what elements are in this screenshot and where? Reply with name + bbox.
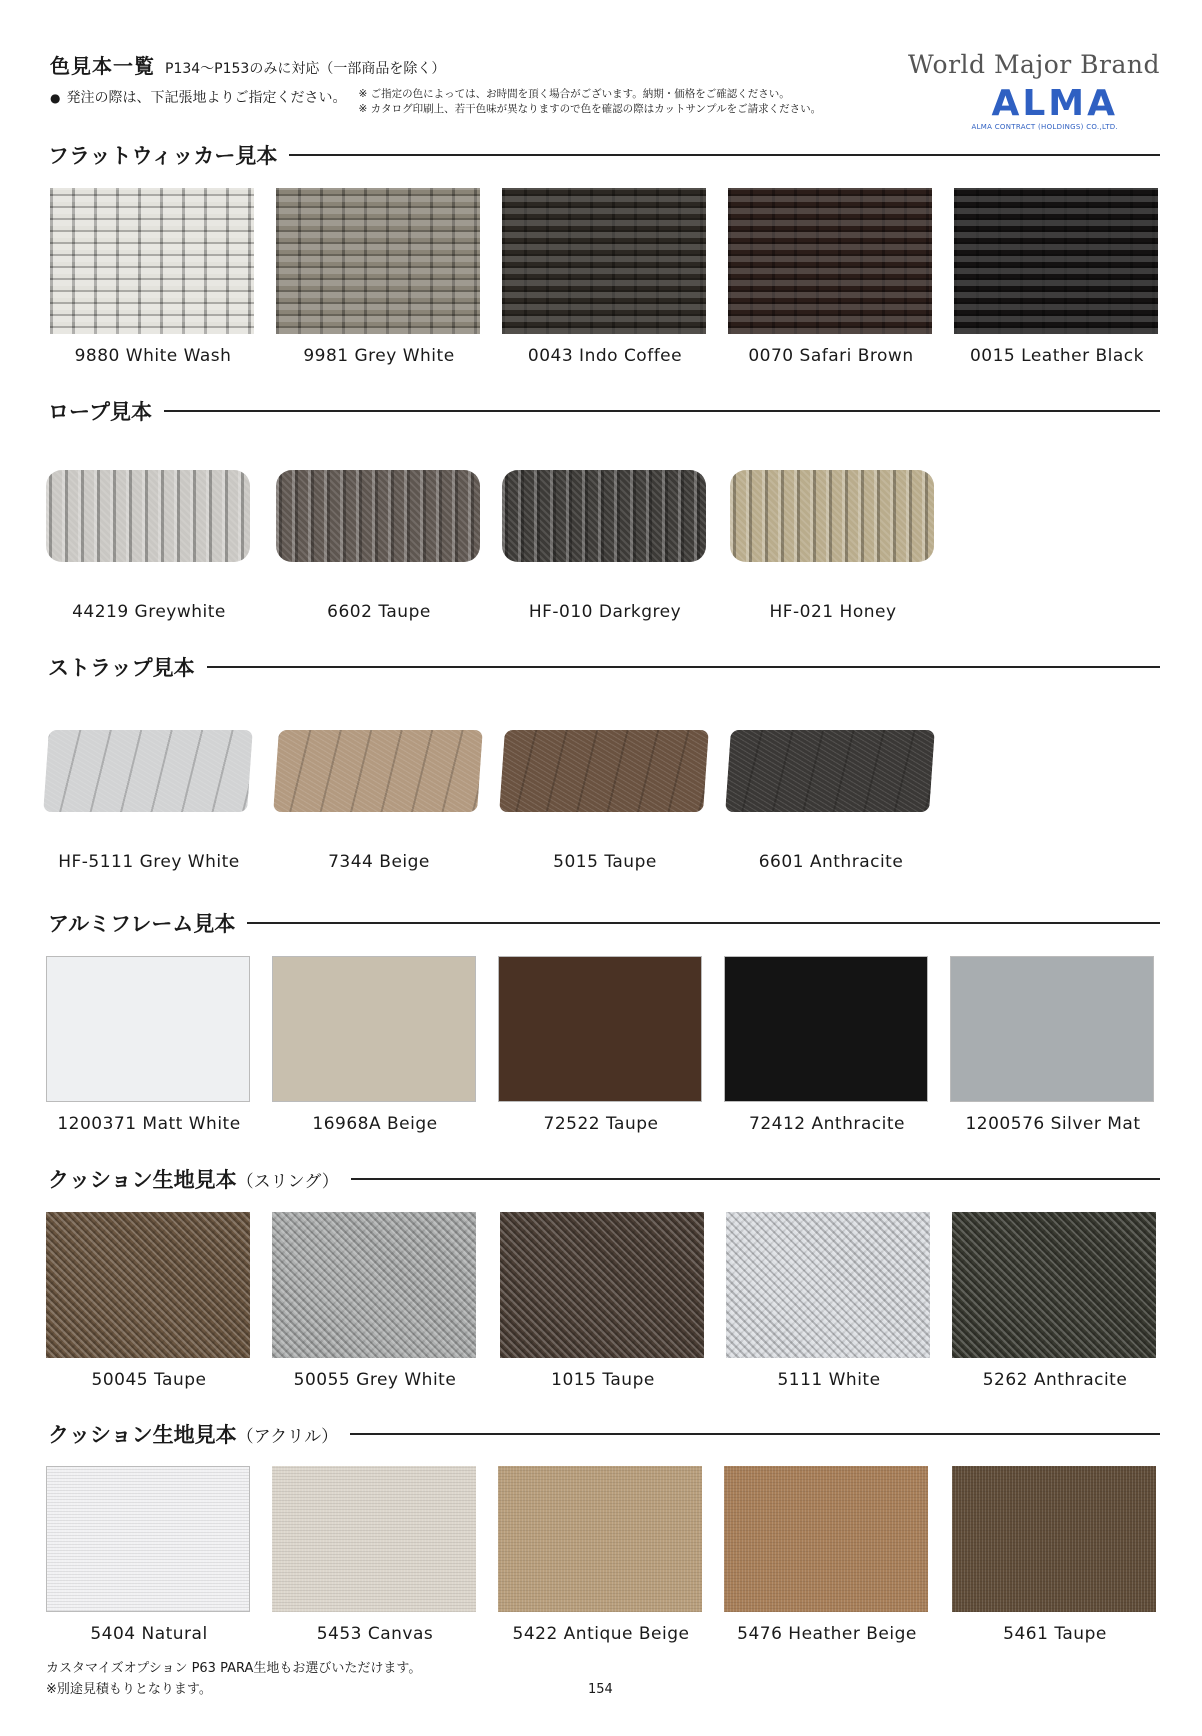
fabric-swatch [500,1212,704,1358]
swatch-item [728,188,934,366]
cushion-sling-row [44,1212,1164,1412]
section-divider [289,154,1160,156]
wicker-swatch [728,188,932,334]
swatch-item [50,188,256,366]
swatch-label: 5404 Natural [90,1624,208,1644]
swatch-label: 5461 Taupe [1003,1624,1107,1644]
swatch-item [726,1212,932,1390]
strap-swatch [725,730,935,812]
section-title-text: ストラップ見本 [48,656,195,680]
fabric-swatch [46,1466,250,1612]
swatch-item [46,956,252,1134]
swatch-label: 5422 Antique Beige [512,1624,690,1644]
section-title-text: クッション生地見本 [48,1168,237,1192]
strap-swatch [273,730,483,812]
cushion-acrylic-row [44,1466,1164,1666]
swatch-label: 7344 Beige [328,852,430,872]
rope-swatch [46,470,250,562]
section-header-rope [48,396,1160,426]
instruction-text: 発注の際は、下記張地よりご指定ください。 [66,90,347,106]
swatch-item [950,956,1156,1134]
swatch-item [728,696,934,872]
fabric-swatch [498,1466,702,1612]
swatch-label: 50055 Grey White [293,1370,457,1390]
section-title-text: フラットウィッカー見本 [48,144,278,168]
swatch-item [498,1466,704,1644]
section-divider [350,1433,1160,1435]
swatch-item [276,188,482,366]
section-title [48,652,207,682]
footer-line-2: ※別途見積もりとなります。 [46,1682,212,1697]
frame-swatch [272,956,476,1102]
wicker-swatch [502,188,706,334]
rope-row [44,440,1164,640]
swatch-item [46,696,252,872]
swatch-item [500,1212,706,1390]
page-number: 154 [588,1682,613,1697]
rope-swatch [276,470,480,562]
swatch-label: HF-5111 Grey White [58,852,240,872]
note-1: ※ ご指定の色によっては、お時間を頂く場合がございます。納期・価格をご確認ください。 [358,88,790,100]
fabric-swatch [272,1466,476,1612]
swatch-label: 1015 Taupe [551,1370,655,1390]
notes [358,87,821,117]
page-header [50,50,1160,135]
frame-swatch [498,956,702,1102]
swatch-item [502,440,708,622]
section-title [48,140,289,170]
section-divider [164,410,1160,412]
section-title [48,396,164,426]
swatch-item [724,956,930,1134]
rope-swatch [730,470,934,562]
page-subtitle: P134～P153のみに対応（一部商品を除く） [165,61,446,77]
swatch-item [954,188,1160,366]
swatch-label: 0043 Indo Coffee [527,346,683,366]
fabric-swatch [46,1212,250,1358]
swatch-item [272,1466,478,1644]
swatch-label: HF-021 Honey [769,602,897,622]
swatch-label: 0015 Leather Black [969,346,1144,366]
brand-company: ALMA CONTRACT (HOLDINGS) CO.,LTD. [971,123,1118,131]
swatch-label: 72412 Anthracite [749,1114,905,1134]
footer-notes [46,1658,421,1700]
swatch-item [498,956,704,1134]
wicker-swatch [954,188,1158,334]
swatch-label: 5476 Heather Beige [737,1624,917,1644]
swatch-label: 9981 Grey White [303,346,455,366]
swatch-label: 16968A Beige [312,1114,438,1134]
section-divider [351,1178,1160,1180]
swatch-label: 1200576 Silver Mat [965,1114,1141,1134]
swatch-label: 50045 Taupe [91,1370,207,1390]
swatch-item [952,1212,1158,1390]
section-title-text: クッション生地見本 [48,1423,237,1447]
section-header-strap [48,652,1160,682]
fabric-swatch [952,1466,1156,1612]
section-title-suffix: （アクリル） [236,1427,339,1447]
fabric-swatch [726,1212,930,1358]
section-divider [207,666,1160,668]
swatch-label: 44219 Greywhite [72,602,226,622]
swatch-label: 6602 Taupe [327,602,431,622]
strap-swatch [499,730,709,812]
swatch-item [276,696,482,872]
note-2: ※ カタログ印刷上、若干色味が異なりますので色を確認の際はカットサンプルをご請求ください。 [358,103,822,115]
section-header-flat-wicker [48,140,1160,170]
swatch-item [730,440,936,622]
swatch-label: 5015 Taupe [553,852,657,872]
frame-swatch [724,956,928,1102]
section-divider [247,922,1160,924]
instruction [50,87,346,107]
aluminum-frame-row [44,956,1164,1156]
swatch-label: HF-010 Darkgrey [528,602,682,622]
swatch-item [46,1466,252,1644]
swatch-item [46,1212,252,1390]
swatch-item [724,1466,930,1644]
swatch-label: 0070 Safari Brown [748,346,914,366]
fabric-swatch [272,1212,476,1358]
swatch-item [952,1466,1158,1644]
page-title: 色見本一覧 [50,54,155,78]
swatch-label: 5453 Canvas [316,1624,434,1644]
section-title [48,1419,350,1449]
swatch-label: 72522 Taupe [543,1114,659,1134]
frame-swatch [46,956,250,1102]
frame-swatch [950,956,1154,1102]
wicker-swatch [276,188,480,334]
flat-wicker-row [44,188,1164,388]
swatch-item [502,188,708,366]
footer-line-1: カスタマイズオプション P63 PARA生地もお選びいただけます。 [46,1661,422,1676]
section-header-cushion-acrylic [48,1419,1160,1449]
section-header-aluminum-frame [48,908,1160,938]
alma-logo: ALMA [991,83,1118,124]
brand-block [908,50,1160,131]
section-title-text: アルミフレーム見本 [48,912,236,936]
swatch-item [272,1212,478,1390]
swatch-item [272,956,478,1134]
fabric-swatch [952,1212,1156,1358]
fabric-swatch [724,1466,928,1612]
bullet-icon: ● [50,91,61,105]
section-header-cushion-sling [48,1164,1160,1194]
strap-swatch [43,730,253,812]
section-title-text: ロープ見本 [48,400,152,424]
section-title [48,908,247,938]
swatch-label: 5111 White [777,1370,881,1390]
swatch-label: 5262 Anthracite [982,1370,1128,1390]
swatch-item [276,440,482,622]
swatch-item [46,440,252,622]
section-title [48,1164,351,1194]
section-title-suffix: （スリング） [236,1172,339,1192]
swatch-label: 9880 White Wash [74,346,232,366]
swatch-label: 1200371 Matt White [57,1114,241,1134]
swatch-item [502,696,708,872]
wicker-swatch [50,188,254,334]
brand-tagline: World Major Brand [908,50,1160,79]
rope-swatch [502,470,706,562]
swatch-label: 6601 Anthracite [758,852,904,872]
strap-row [44,696,1164,896]
